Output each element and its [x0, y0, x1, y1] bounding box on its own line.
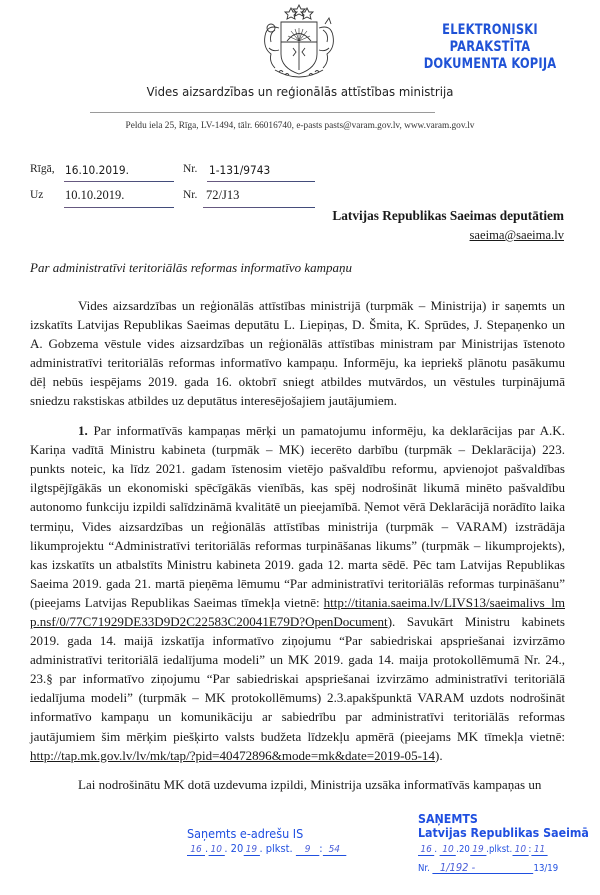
saeima-minute: 11 [531, 844, 547, 856]
saeima-number: 1/192 - [433, 862, 534, 874]
document-date: 16.10.2019. [65, 163, 129, 177]
paragraph-intro: Vides aizsardzības un reģionālās attīstības ministrijā (turpmāk – Ministrija) ir saņemts un izskatīts Latvijas Republikas Saeimas deputātu L. Liepiņas, D. Šmita, K. Sprūdes, J. Stepaņenko un A. Gobzema vēstule vides aizsardzības un reģionālās attīstības ministram par Ministrijas īstenoto administratīvi teritoriālās reformas informatīvo kampaņu. Informēju, ka iepriekš plānotu pasākumu dēļ nebūs iespējams 2019. gada 16. oktobrī sniegt atbildes mutvārdos, un vēstules turpinājumā sniedzu rakstiskas atbildes uz deputātus interesējošajiem jautājumiem. [30, 298, 565, 409]
eaddress-hour: 9 [296, 844, 319, 856]
eaddress-time-label: plkst. [265, 842, 293, 855]
paragraph-1 [30, 421, 565, 765]
saeima-day: 16 [418, 844, 434, 856]
reply-number: 72/J13 [206, 188, 240, 202]
subject-line: Par administratīvi teritoriālās reformas informatīvo kampaņu [30, 260, 352, 275]
reply-nr-underline [203, 207, 315, 208]
eaddress-stamp-title: Saņemts e-adrešu IS [187, 826, 304, 841]
nr-label: Nr. [183, 163, 198, 175]
date-underline [64, 181, 174, 182]
saeima-nr-suffix: 13/19 [533, 863, 559, 874]
stamp-line-2: DOKUMENTA KOPIJA [423, 56, 557, 72]
eaddress-day: 16 [187, 844, 205, 856]
eaddress-minute: 54 [323, 844, 346, 856]
place-label: Rīgā, [30, 163, 55, 175]
letter-body [30, 296, 565, 794]
reply-label: Uz [30, 189, 44, 201]
recipient-email-link[interactable]: saeima@saeima.lv [469, 228, 564, 242]
electronic-signature-stamp [412, 22, 568, 73]
paragraph-1-text-c: ). [434, 747, 443, 763]
saeima-stamp-title: SAŅEMTS [418, 812, 478, 826]
reply-date: 10.10.2019. [65, 188, 125, 202]
saeima-time-label: plkst. [488, 844, 513, 855]
paragraph-number: 1. [78, 423, 88, 439]
saeima-stamp-subtitle: Latvijas Republikas Saeimā [418, 826, 589, 840]
eaddress-year: 19 [243, 844, 259, 856]
eaddress-year-prefix: 20 [230, 842, 244, 855]
paragraph-1-text-b: ). Savukārt Ministru kabinets 2019. gada 14. maijā izskatīja informatīvo ziņojumu “Par sabiedriskai apspriešanai izvirzāmo administratīvi teritoriālā iedalījuma modeli” un MK 2019. gada 14. maija protokollēmumā Nr. 24., 23.§ par informatīvo ziņojumu “Par sabiedriskai apspriešanai izvirzāmo administratīvi teritoriālā iedalījuma modeli” (turpmāk – MK protokollēmums) 2.3.apakšpunktā VARAM uzdots nodrošināt informatīvo kampaņu un komunikāciju ar sabiedrību par administratīvi teritoriālās reformas jautājumiem šim mērķim piešķirto valsts budžeta līdzekļu apmērā (pieejams MK tīmekļa vietnē: [30, 614, 565, 744]
saeima-received-stamp: SAŅEMTS Latvijas Republikas Saeimā 16 . 10 .20 19 .plkst. 10 : 11 Nr. 1/192 - 13/19 [418, 812, 589, 874]
ministry-address: Peldu iela 25, Rīga, LV-1494, tālr. 66016740, e-pasts pasts@varam.gov.lv, www.varam.gov.lv [125, 121, 475, 131]
saeima-month: 10 [440, 844, 456, 856]
eaddress-month: 10 [208, 844, 224, 856]
ministry-name: Vides aizsardzības un reģionālās attīstības ministrija [146, 84, 454, 99]
coat-of-arms-icon [255, 4, 343, 84]
paragraph-1-text-a: Par informatīvās kampaņas mērķi un pamatojumu informēju, ka deklarācijas par A.K. Kariņa vadītā Ministru kabineta (turpmāk – MK) iecerēto darbību (turpmāk – Deklarācija) 223. punkts noteic, ka līdz 2021. gadam īstenosim vietējo pašvaldību reformu, apvienojot pašvaldības ilgtspējīgākās un ekonomiski spēcīgākās vienībās, kas spēj nodrošināt likumā minēto pašvaldību autonomo funkciju izpildi salīdzināmā kvalitātē un pieejamībā. Ņemot vērā Deklarācijā norādīto laika termiņu, Vides aizsardzības un reģionālās attīstības ministrija (turpmāk – VARAM) izstrādāja likumprojektu “Administratīvi teritoriālās reformas turpināšanas likums” (turpmāk – likumprojekts), kas izskatīts un atbalstīts Ministru kabineta 2019. gada 12. marta sēdē. Pēc tam Latvijas Republikas Saeima 2019. gada 21. martā pieņēma lēmumu “Par administratīvi teritoriālās reformas turpināšanu” (pieejams Latvijas Republikas Saeimas tīmekļa vietnē: [30, 423, 565, 610]
recipient-name: Latvijas Republikas Saeimas deputātiem [332, 208, 564, 223]
stamp-line-1: ELEKTRONISKI PARAKSTĪTA [442, 22, 538, 55]
header-divider [90, 112, 435, 113]
mk-report-link[interactable]: http://tap.mk.gov.lv/lv/mk/tap/?pid=40472896&mode=mk&date=2019-05-14 [30, 747, 435, 763]
saeima-decision-link[interactable]: http://titania.saeima.lv/LIVS13/saeimalivs_lmp.nsf/0/77C71929DE33D9D2C22583C20041E79D?OpenDocument [30, 594, 565, 629]
saeima-year: 19 [470, 844, 486, 856]
saeima-year-prefix: 20 [458, 844, 470, 855]
document-number: 1-131/9743 [209, 163, 271, 177]
paragraph-2: Lai nodrošinātu MK dotā uzdevuma izpildi, Ministrija uzsāka informatīvās kampaņas un [78, 777, 542, 793]
nr-underline [207, 181, 315, 182]
reply-date-underline [64, 207, 174, 208]
eaddress-received-stamp: Saņemts e-adrešu IS 16 . 10 . 20 19 . plkst. 9 : 54 [187, 826, 346, 856]
saeima-nr-label: Nr. [418, 863, 430, 874]
saeima-hour: 10 [512, 844, 528, 856]
reply-nr-label: Nr. [183, 189, 198, 201]
